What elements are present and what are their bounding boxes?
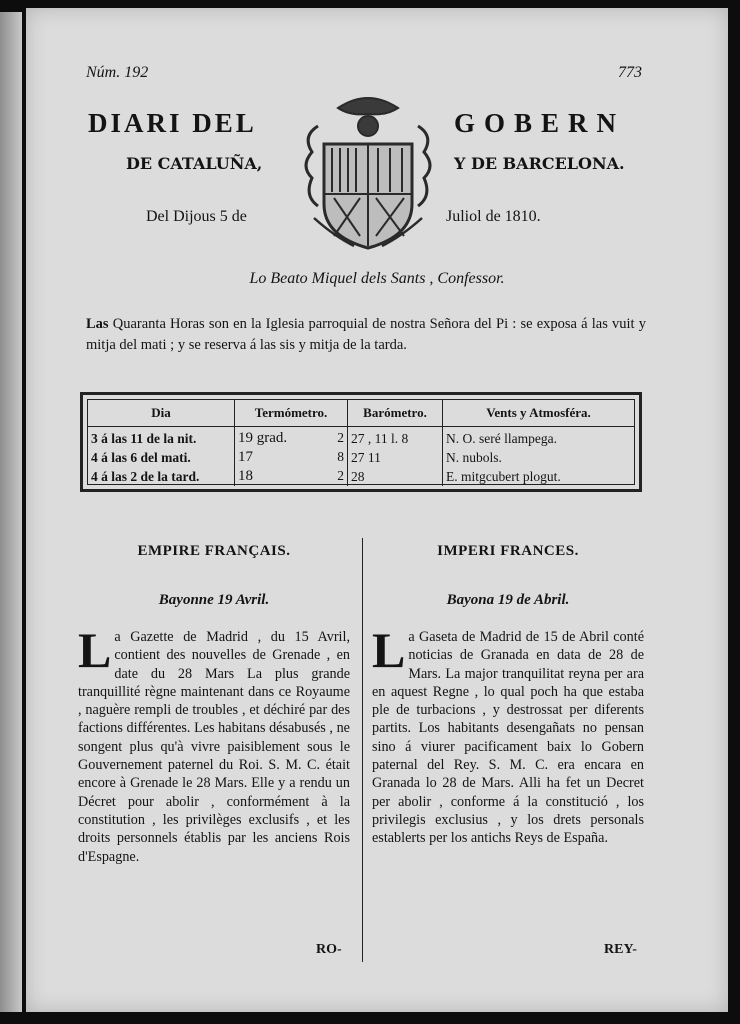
column-catalan-dateline: Bayona 19 de Abril. [446,592,570,608]
column-french-text: a Gazette de Madrid , du 15 Avril, contient des nouvelles de Grenade , en date du 28 Mars La plus grande tranquillité règne maintenant dans ce Royaume , naguère rempli de troubles , et déchiré par des factions différentes. Les habitans désabusés , ne songent plus qu'à vivre paisiblement sous le Gouvernement paternel du Roi. S. M. C. était encore à Grenade le 28 Mars. Elle y a rendu un Décret pour abolir , conformément à la constitution , les privilèges exclusifs , et les droits personnels établis par les anciens Rois d'Espagne. [78,629,350,865]
weather-pressure: 27 11 [348,448,443,467]
weather-table-frame [80,392,642,492]
weather-temperature-fraction: 2 [337,468,344,483]
weather-row [88,467,634,486]
column-french-dateline: Bayonne 19 Avril. [158,592,270,608]
issue-date-right: Juliol de 1810. [446,208,541,225]
weather-wind: N. O. seré llampega. [446,430,557,446]
weather-temperature: 18 [238,468,253,484]
issue-number: Núm. 192 [86,64,149,81]
coat-of-arms-icon [294,86,442,254]
masthead-title-right: GOBERN [454,108,626,138]
catchword-left: RO- [316,942,342,957]
page-number: 773 [618,64,642,81]
column-catalan-dropcap: L [372,622,406,678]
column-french-dropcap: L [78,622,112,678]
weather-header-thermometer: Termómetro. [235,400,348,427]
weather-day: 3 á las 11 de la nit. [88,427,235,449]
column-catalan-heading: IMPERI FRANCES. [437,543,579,559]
announcement-paragraph [86,314,646,356]
column-french-heading: EMPIRE FRANÇAIS. [137,543,291,559]
weather-wind: E. mitgcubert plogut. [446,468,561,484]
masthead-subtitle-left: DE CATALUÑA, [126,154,263,173]
adjacent-page-edge [0,12,22,1012]
weather-pressure: 27 , 11 l. 8 [348,427,443,449]
announcement-first-word: Las [86,316,109,332]
issue-date-left: Del Dijous 5 de [146,208,247,225]
masthead-title-left: DIARI DEL [88,108,257,138]
weather-pressure: 28 [348,467,443,486]
weather-header-day: Dia [88,400,235,427]
weather-row [88,427,634,449]
weather-header-wind: Vents y Atmosféra. [443,400,635,427]
weather-temperature-fraction: 8 [337,449,344,464]
weather-header-barometer: Barómetro. [348,400,443,427]
weather-temperature-fraction: 2 [337,430,344,445]
saint-of-the-day: Lo Beato Miquel dels Sants , Confessor. [249,270,505,287]
masthead-subtitle-right: Y DE BARCELONA. [454,154,625,173]
column-french-body [78,622,350,866]
weather-row [88,448,634,467]
weather-temperature: 17 [238,449,253,465]
weather-table [88,400,634,486]
column-divider [362,538,363,962]
weather-day: 4 á las 2 de la tard. [88,467,235,486]
newspaper-page [26,8,728,1012]
weather-wind: N. nubols. [446,449,502,465]
weather-temperature: 19 grad. [238,430,288,446]
weather-day: 4 á las 6 del mati. [88,448,235,467]
column-french [78,538,350,866]
announcement-text: Quaranta Horas son en la Iglesia parroquial de nostra Señora del Pi : se exposa á las vuit y mitja del mati ; y se reserva á las sis y mitja de la tarda. [86,316,646,353]
column-catalan-body [372,622,644,848]
catchword-right: REY- [604,942,637,957]
column-catalan-text: a Gaseta de Madrid de 15 de Abril conté noticias de Granada en data de 28 de Mars. La major tranquilitat reyna per ara en aquest Regne , lo qual poch ha que estaba ple de turbacions , y destrossat per diferents partits. Los habitants desengañats no pensan sino á viurer pacificament baix lo Gobern paternal del Rey. S. M. C. era encara en Granada lo 28 de Mars. Alli ha fet un Decret per abolir , conforme á la constitució , los privilegis exclusius , y los drets personals establerts per los antichs Reys de España. [372,629,644,847]
column-catalan [372,538,644,848]
